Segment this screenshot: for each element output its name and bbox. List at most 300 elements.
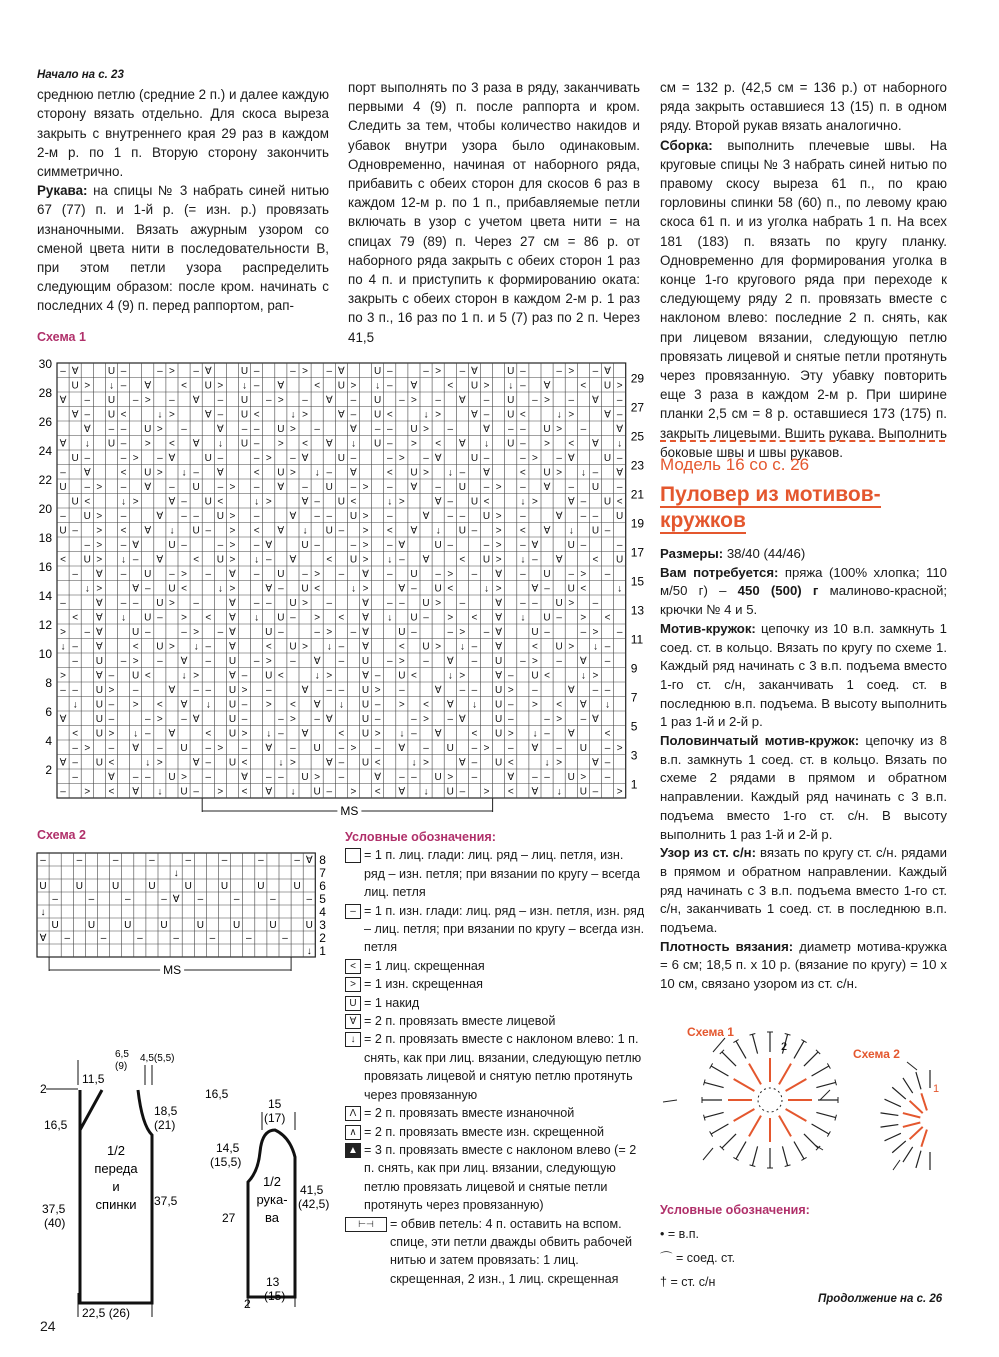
chart-cell-symbol: ∀ [362,569,369,580]
row-label-left: 8 [45,676,52,690]
legend-text: = 2 п. провязать вместе изнаночной [364,1106,575,1121]
chart-cell-symbol: U [132,670,140,682]
chart-cell-symbol: ↓ [40,907,46,918]
chart-cell-symbol: ∀ [144,380,152,392]
chart-cell-symbol: – [459,366,466,377]
chart-cell-symbol: ∀ [71,409,79,421]
chart-cell-symbol: – [399,554,405,566]
chart-cell-symbol: U [482,554,491,566]
chart-cell-symbol: > [495,554,502,566]
chart-cell-symbol: ∀ [229,670,236,682]
paragraph: порт выполнять по 3 раза в ряду, заканчивать первыми 4 (9) п. после раппорта и кром. Следить за тем, чтобы количество накидов и убавок внутри узора было одинаковым. Одновременно, начиная от наборного ряда, прибавить с обеих сторон для скосов 6 раз в каждом 12-м р. по 1 п., прибавляемые петли включать в узор с учетом цвета нити = на спицах 79 (89) п. Через 27 см = 86 р. от наборного ряда закрыть с обеих сторон 1 раз по 4 п. и приступить к формированию оката: закрыть с обеих сторон в каждом 2-м р. 1 раз по 3 п., 16 раз по 1 п. и 5 (7) раз по 2 п. Через 41,5 [348,80,640,345]
chart-cell-symbol: ∀ [168,453,176,464]
chart-cell-symbol: ↓ [314,467,320,479]
chart-cell-symbol: – [157,743,163,754]
chart-cell-symbol: ∀ [567,496,575,508]
chart-cell-symbol: < [314,583,321,595]
chart-cell-symbol: – [108,424,115,435]
row-label-right: 8 [319,853,326,867]
chart-cell-symbol: ∀ [337,366,345,377]
chart-cell-symbol: – [181,714,187,725]
crochet-legend-dc [660,1270,810,1294]
chart-cell-symbol: > [568,598,575,609]
chart-cell-symbol: – [459,511,466,522]
chart-cell-symbol: > [132,699,139,711]
chart-cell-symbol: – [459,467,466,479]
chart-cell-symbol: – [483,627,490,638]
chart-cell-symbol: ∀ [567,728,575,740]
dim-9: (9) [115,1061,128,1072]
chart-cell-symbol: – [290,612,296,624]
chart-cell-symbol: – [580,714,587,725]
chart-cell-symbol: – [471,641,478,653]
chart-cell-symbol: ∀ [59,438,67,450]
chart-cell-symbol: U [289,641,297,653]
chart-cell-symbol: > [217,743,224,754]
chart-cell-symbol: – [568,482,575,493]
paragraph: среднюю петлю (средние 2 п.) и далее каждую сторону вязать отдельно. Для скоса выреза закрыть с внутреннего края 29 раз в каждом 2-м р. по 1 п. Вторую сторону закончить симметрично. [37,87,329,180]
chart-cell-symbol: – [144,583,151,595]
chart-cell-symbol: – [217,453,224,464]
chart-cell-symbol: U [107,409,116,421]
chart-cell-symbol: U [59,482,67,493]
chart-cell-symbol: U [95,728,103,740]
text-column-1 [37,66,329,316]
row-label-left: 6 [45,705,52,719]
sleeve-name-b: ва [265,1210,279,1225]
chart-cell-symbol: – [278,627,284,638]
chart-cell-symbol: U [579,743,587,754]
model-description [660,545,947,994]
chart-cell-symbol: – [411,627,417,638]
chart-cell-symbol: > [96,554,103,566]
chart-cell-symbol: ∀ [277,525,285,537]
chart-cell-symbol: > [144,438,151,450]
chart-cell-symbol: ∀ [616,424,624,435]
chart-cell-symbol: – [532,395,538,406]
chart-cell-symbol: > [398,656,405,667]
text-column-3 [660,78,947,462]
chart-cell-symbol: – [556,453,562,464]
chart-cell-symbol: – [471,569,478,580]
chart-cell-symbol: – [580,511,587,522]
chart-cell-symbol: – [386,598,393,609]
chart-cell-symbol: ∀ [277,482,285,493]
continued-from: Начало на с. 23 [37,69,124,81]
outer-stitch [916,1072,921,1089]
chart-cell-symbol: – [132,554,139,566]
chart-cell-symbol: – [84,540,91,551]
chart-cell-symbol: < [120,467,127,479]
chart-cell-symbol: ↓ [411,757,417,769]
chart-cell-symbol: U [470,496,479,508]
chart-cell-symbol: – [435,395,441,406]
chart-cell-symbol: > [156,424,163,435]
chart-cell-symbol: U [95,685,103,696]
chart-cell-symbol: > [568,641,575,653]
chart-cell-symbol: – [157,366,163,377]
row-label-right: 2 [319,931,326,945]
chart-cell-symbol: – [84,409,91,421]
chart-cell-symbol: – [447,540,454,551]
chart-cell-symbol: – [120,438,127,450]
chart-cell-symbol: – [350,627,357,638]
chart-cell-symbol: ↓ [193,641,199,653]
chart-cell-symbol: – [185,855,192,866]
chart-cell-symbol: U [148,881,156,892]
chart-cell-symbol: – [314,496,320,508]
chart-cell-symbol: U [361,656,370,667]
row-label-right: 5 [319,892,326,906]
chart-cell-symbol: U [301,540,309,551]
chart-cell-symbol: – [314,540,320,551]
chart-cell-symbol: – [556,612,562,624]
chart-cell-symbol: – [580,540,587,551]
chart-cell-symbol: U [83,554,91,566]
chart-cell-symbol: ↓ [306,946,312,957]
chart-cell-symbol: U [507,438,515,450]
crochet-n1: 1 [933,1083,940,1095]
density-label: Плотность вязания: [660,938,794,954]
outer-stitch [885,1133,901,1140]
chart-cell-symbol: < [302,438,308,450]
chart-cell-symbol: – [338,743,345,754]
chart-cell-symbol: U [51,920,59,931]
chart-cell-symbol: ↓ [217,438,223,450]
chart-cell-symbol: – [544,728,550,740]
chart-cell-symbol: > [241,685,248,696]
legend-text: = 2 п. провязать вместе с наклоном влево: 1 п. снять, как при лиц. вязании, следующую петлю провязать лицевой и снятую петлю протянуть через провязанную [364,1032,642,1102]
chart-cell-symbol: – [169,482,175,493]
body-name-b: и [112,1179,120,1194]
chart-cell-symbol: < [435,438,442,450]
chart-cell-symbol: – [253,424,260,435]
legend-text: = 1 лиц. скрещенная [364,958,485,973]
chart-cell-symbol: ↓ [121,612,127,624]
dim-6-5: 6,5 [115,1049,129,1060]
chart-cell-symbol: – [197,894,204,905]
chart-cell-symbol: U [95,699,103,711]
chart-cell-symbol: < [519,467,526,479]
chart-cell-symbol: < [326,554,333,566]
motif-label: Мотив-кружок: [660,620,756,636]
chart-cell-symbol: – [592,467,599,479]
inner-stitch [921,1130,927,1147]
continued-next: Продолжение на с. 26 [818,1293,943,1305]
chart-cell-symbol: – [120,598,127,609]
chart-cell-symbol: – [544,583,550,595]
legend-symbol-icon: ▲ [345,1143,361,1158]
chart-cell-symbol: > [398,699,405,711]
chart-cell-symbol: ∀ [446,656,454,667]
chart-cell-symbol: > [556,424,563,435]
chart-cell-symbol: U [458,482,466,493]
chart-cell-symbol: < [338,728,345,740]
chart-cell-symbol: ∀ [458,438,466,450]
outer-stitch [752,1146,757,1165]
half-motif-paragraph [660,732,947,844]
row-label-left: 12 [38,618,52,632]
chart-cell-symbol: > [132,453,139,464]
chart-cell-symbol: U [422,598,430,609]
chart-cell-symbol: ↓ [169,525,175,537]
sleeves-label: Рукава: [37,183,88,199]
chart-cell-symbol: – [265,772,272,783]
chart-cell-symbol: – [483,395,490,406]
outer-stitch [782,1146,787,1165]
chart-cell-symbol: ∀ [434,453,442,464]
outer-stitch [722,1052,736,1066]
chart-cell-symbol: – [265,554,272,566]
row-label-left: 18 [38,531,52,545]
chart-cell-symbol: – [616,409,623,421]
inner-stitch [734,1109,755,1121]
chart-cell-symbol: U [71,453,79,464]
chart-cell-symbol: – [386,482,393,493]
chart-cell-symbol: – [338,656,345,667]
chart-cell-symbol: > [483,786,490,798]
chart-cell-symbol: ∀ [422,554,430,566]
chart-cell-symbol: > [350,786,357,798]
chart-cell-symbol: U [361,714,370,725]
chart-cell-symbol: – [72,641,78,653]
legend-item [345,957,645,975]
chart-cell-symbol: < [253,525,260,537]
chart-cell-symbol: ∀ [471,366,478,377]
page-number: 24 [40,1318,56,1334]
chart-cell-symbol: – [532,685,538,696]
chart-cell-symbol: ∀ [555,554,563,566]
chart-cell-symbol: ↓ [508,380,514,392]
chart-cell-symbol: – [217,409,224,421]
chart-cell-symbol: ∀ [71,366,79,377]
chart-cell-symbol: – [411,714,417,725]
chart-cell-symbol: ↓ [145,757,151,769]
chart-cell-symbol: – [338,757,345,769]
chart-cell-symbol: > [169,366,175,377]
chart-cell-symbol: < [386,409,393,421]
chart-cell-symbol: > [169,598,175,609]
chart-cell-symbol: ↓ [568,525,574,537]
legend-symbol-icon: > [345,977,361,992]
chart-cell-symbol: U [410,569,418,580]
row-label-right: 19 [630,516,645,531]
row-label-left: 10 [38,647,52,661]
chart-cell-symbol: U [192,482,200,493]
chart-cell-symbol: U [168,772,176,783]
legend-text: = обвив петель: 4 п. оставить на вспом. спице, эти петли дважды обвить рабочей нитью и затем провязать: 1 лиц. скрещенная, 2 изн., 1 лиц. скрещенная [390,1216,632,1286]
chart-cell-symbol: U [156,598,164,609]
chart-cell-symbol: ∀ [168,728,176,740]
outer-stitch [794,1041,804,1058]
chart-cell-symbol: U [325,482,333,493]
chart-cell-symbol: ↓ [326,641,332,653]
inner-stitch [910,1101,923,1113]
dim-17: (17) [264,1111,286,1125]
chart-cell-symbol: – [483,453,490,464]
chart-cell-symbol: > [108,685,115,696]
chart-cell-symbol: – [423,453,429,464]
chart-cell-symbol: > [556,467,563,479]
chart-cell-symbol: ∀ [616,467,624,479]
chart-cell-symbol: > [580,772,587,783]
chart-cell-symbol: – [471,525,478,537]
chart-cell-symbol: > [290,757,296,769]
chart-cell-symbol: – [217,627,224,638]
dim-16-5: 16,5 [44,1118,68,1132]
chart-cell-symbol: U [204,380,212,392]
ms-label: MS [163,963,182,977]
outer-stitch [804,1052,818,1066]
chart-cell-symbol: – [144,772,151,783]
chart-cell-symbol: < [616,496,623,508]
chart-cell-symbol: ↓ [350,583,356,595]
chart-cell-symbol: – [338,772,345,783]
chart-cell-symbol: ↓ [157,409,163,421]
chart-cell-symbol: ∀ [458,395,466,406]
row-label-right: 7 [630,690,638,705]
inner-stitch [903,1113,920,1117]
chart-cell-symbol: – [520,482,526,493]
chart-cell-symbol: – [253,540,260,551]
chart-cell-symbol: – [72,569,78,580]
section-divider [660,440,945,442]
chart-cell-symbol: ↓ [592,641,598,653]
chart-cell-symbol: > [350,380,357,392]
chart-cell-symbol: > [495,482,502,493]
chart-cell-symbol: > [132,656,139,667]
chart-cell-symbol: > [314,569,321,580]
density-paragraph [660,938,947,994]
chart-cell-symbol: < [120,409,127,421]
chart-cell-symbol: > [423,757,429,769]
chart-cell-symbol: – [120,569,127,580]
chart-cell-symbol: > [96,525,103,537]
chart-cell-symbol: – [181,496,187,508]
chart-cell-symbol: – [411,583,417,595]
chart-cell-symbol: – [616,453,623,464]
density-text: диаметр мотива-кружка = 6 см; 18,5 п. х 10 р. (вязание по кругу) = 10 х 10 см, связано узором из ст. с/н. [660,938,948,992]
chart-cell-symbol: U [132,627,140,638]
chart-cell-symbol: ↓ [532,728,538,740]
chart-cell-symbol: ∀ [265,583,273,595]
chart-cell-symbol: > [616,786,623,798]
chart-cell-symbol: U [374,366,382,377]
chart-cell-symbol: – [314,511,320,522]
chart-cell-symbol: ∀ [592,438,599,450]
chart-cell-symbol: ∀ [592,757,599,769]
chart-cell-symbol: – [72,525,78,537]
chart-cell-symbol: ↓ [133,728,139,740]
chart-cell-symbol: U [184,881,192,892]
pattern-label: Узор из ст. с/н: [660,845,757,861]
chart-cell-symbol: ∀ [156,511,164,522]
chart-cell-symbol: ↓ [423,786,429,798]
chart-cell-symbol: < [108,786,115,798]
chart-cell-symbol: < [205,612,212,624]
chart-cell-symbol: U [410,424,418,435]
chart-cell-symbol: > [362,525,369,537]
chart-cell-symbol: ∀ [398,540,406,551]
chart-cell-symbol: U [470,380,479,392]
chart-cell-symbol: U [422,641,430,653]
chart-cell-symbol: – [350,540,357,551]
assembly-text: выполнить плечевые швы. На круговые спицы № 3 набрать синей нитью по правому скосу выреза 61 п., по краю горловины спинки 58 (60) п., по левому краю скоса 61 п. и из уголка набрать 1 п. На всех 181 (183) п. вязать по кругу планку. Одновременно для формирования уголка в конце 1-го кругового ряда при переходе к следующему ряду 2 п. провязать вместе с наклоном влево: последние 2 п. снять, как при лицевом вязании, следующую петлю провязать лицевой и снятые петли протянуть через провязанную. Эту убавку повторить еще 3 раза в каждом 2-м р. При ширине планки 2,5 см = 8 р. оставшиеся 173 (175) п. закрыть лицевыми. Вшить рукава. Выполнить боковые швы и швы рукавов. [660,137,947,460]
chart-cell-symbol: – [532,598,538,609]
legend-symbol-icon: ∀ [345,1014,361,1029]
chart-cell-symbol: U [107,395,116,406]
chart-cell-symbol: ∀ [434,496,442,508]
chart-cell-symbol: U [361,699,370,711]
legend-text: = 1 п. лиц. глади: лиц. ряд – лиц. петля, изн. ряд – изн. петля; при вязании по кругу – всегда лиц. петля [364,848,640,900]
chart-cell-symbol: – [423,656,429,667]
chart-cell-symbol: ∀ [132,583,140,595]
chart-cell-symbol: ∀ [132,786,140,798]
legend-text: = 3 п. провязать вместе с наклоном влево (= 2 п. снять, как при лиц. вязании, следующую петлю провязать лицевой и снятые петли протянуть через провязанную) [364,1142,637,1213]
chart-cell-symbol: – [447,424,454,435]
chart-cell-symbol: – [157,656,163,667]
chart-cell-symbol: U [277,569,285,580]
chart-cell-symbol: ↓ [605,699,611,711]
chart-cell-symbol: – [193,467,199,479]
chart-cell-symbol: – [411,728,417,740]
chart-cell-symbol: > [181,569,187,580]
dim-40: (40) [44,1216,66,1230]
chart-cell-symbol: – [314,424,320,435]
chart-cell-symbol: – [205,656,212,667]
chart-cell-symbol: – [386,569,393,580]
chart-cell-symbol: < [277,670,284,682]
chart-cell-symbol: > [495,583,502,595]
inner-stitch [910,1127,923,1139]
chart-cell-symbol: U [240,366,249,377]
row-label-right: 1 [630,777,638,792]
slip-label: = соед. ст. [676,1251,736,1265]
chart-cell-symbol: ∀ [313,656,321,667]
chart-cell-symbol: < [217,496,224,508]
row-label-right: 27 [630,400,645,415]
chart-cell-symbol: < [253,409,260,421]
chart-cell-symbol: > [435,409,442,421]
chart-cell-symbol: – [604,772,611,783]
sleeve-name-a: рука- [256,1192,288,1207]
chart-cell-symbol: – [604,525,611,537]
row-label-left: 16 [38,560,52,574]
chart-cell-symbol: – [40,855,46,866]
chart-cell-symbol: ∀ [95,627,103,638]
chart-cell-symbol: – [532,554,538,566]
chart-cell-symbol: ∀ [229,641,236,653]
chart-cell-symbol: ∀ [483,424,490,435]
chart-cell-symbol: U [374,438,382,450]
chart-cell-symbol: > [302,366,308,377]
chart-cell-symbol: – [265,598,272,609]
chart-cell-symbol: > [423,714,429,725]
inner-stitch [903,1122,920,1126]
chart-cell-symbol: U [616,554,624,566]
chart-cell-symbol: – [209,933,216,944]
chart-cell-symbol: ↓ [108,380,114,392]
chart-cell-symbol: – [399,685,405,696]
dim-27: 27 [222,1211,236,1225]
chart-cell-symbol: – [84,627,91,638]
dim-14-5: 14,5 [216,1141,240,1155]
chart-cell-symbol: – [520,540,526,551]
chart-cell-symbol: U [112,881,120,892]
chart-cell-symbol: ∀ [495,670,503,682]
chart-cell-symbol: – [253,598,260,609]
sleeve-half: 1/2 [262,1174,282,1189]
